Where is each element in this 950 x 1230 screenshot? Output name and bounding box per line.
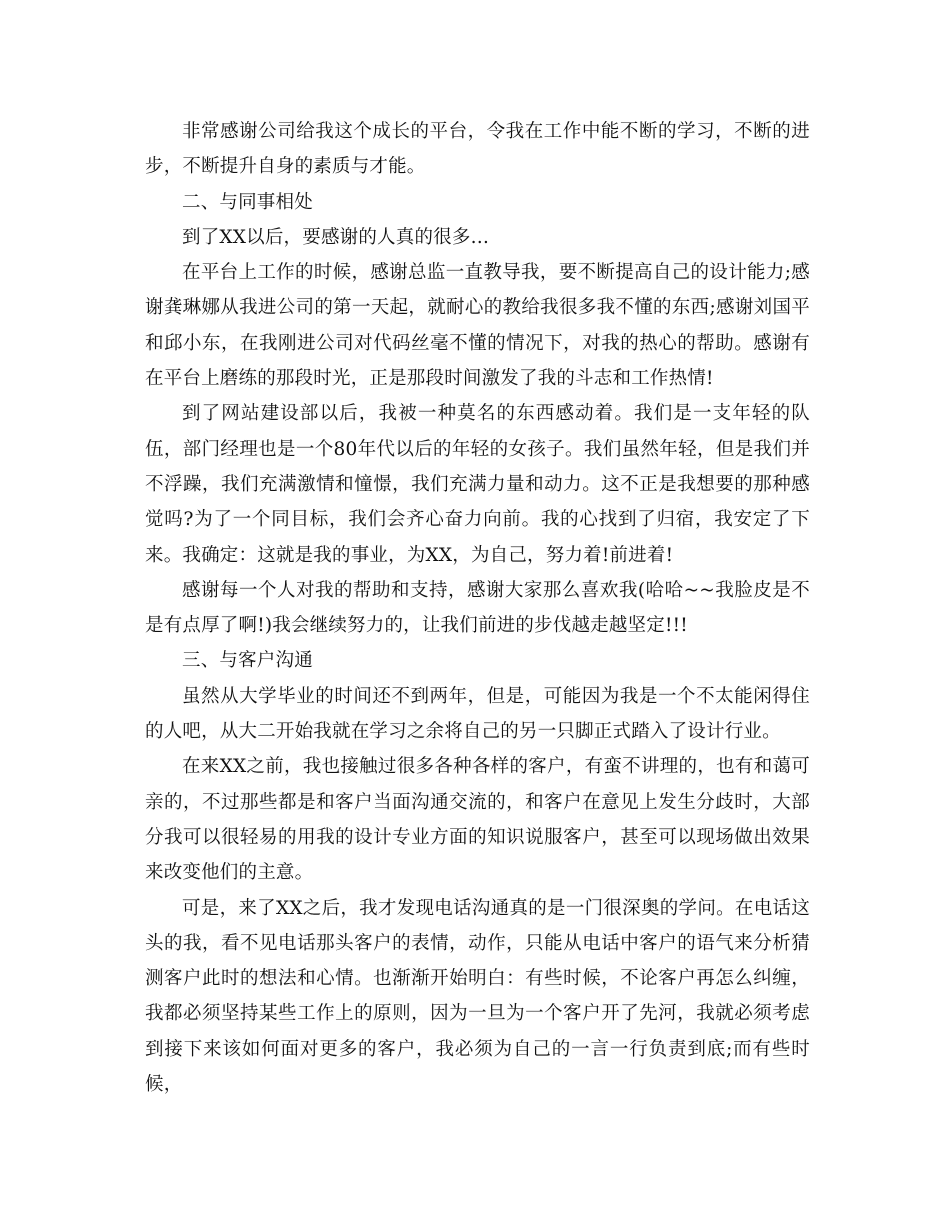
paragraph-previous-clients: 在来XX之前，我也接触过很多各种各样的客户，有蛮不讲理的，也有和蔼可亲的，不过那些都是和客户当面沟通交流的，和客户在意见上发生分歧时，大部分我可以很轻易的用我的设计专业方面的知识说服客户，甚至可以现场做出效果来改变他们的主意。	[145, 756, 810, 884]
paragraph-many-thanks: 到了XX以后，要感谢的人真的很多…	[182, 226, 490, 248]
paragraph-platform-work: 在平台上工作的时候，感谢总监一直教导我，要不断提高自己的设计能力;感谢龚琳娜从我进公司的第一天起，就耐心的教给我很多我不懂的东西;感谢刘国平和邱小东，在我刚进公司对代码丝毫不懂的情况下，对我的热心的帮助。感谢有在平台上磨练的那段时光，正是那段时间激发了我的斗志和工作热情!	[145, 262, 810, 390]
paragraph-thanks-support: 感谢每一个人对我的帮助和支持，感谢大家那么喜欢我(哈哈~~我脸皮是不是有点厚了啊!)我会继续努力的，让我们前进的步伐越走越坚定!!!	[145, 579, 810, 637]
document-body	[145, 114, 810, 1102]
paragraph-phone-communication: 可是，来了XX之后，我才发现电话沟通真的是一门很深奥的学问。在电话这头的我，看不见电话那头客户的表情，动作，只能从电话中客户的语气来分析猜测客户此时的想法和心情。也渐渐开始明白：有些时候，不论客户再怎么纠缠，我都必须坚持某些工作上的原则，因为一旦为一个客户开了先河，我就必须考虑到接下来该如何面对更多的客户，我必须为自己的一言一行负责到底;而有些时候，	[145, 897, 810, 1096]
paragraph-design-experience: 虽然从大学毕业的时间还不到两年，但是，可能因为我是一个不太能闲得住的人吧，从大二开始我就在学习之余将自己的另一只脚正式踏入了设计行业。	[145, 685, 810, 743]
section-heading-clients: 三、与客户沟通	[182, 650, 313, 672]
section-heading-colleagues: 二、与同事相处	[182, 191, 313, 213]
paragraph-website-department: 到了网站建设部以后，我被一种莫名的东西感动着。我们是一支年轻的队伍，部门经理也是一个80年代以后的年轻的女孩子。我们虽然年轻，但是我们并不浮躁，我们充满激情和憧憬，我们充满力量和动力。这不正是我想要的那种感觉吗?为了一个同目标，我们会齐心奋力向前。我的心找到了归宿，我安定了下来。我确定：这就是我的事业，为XX，为自己，努力着!前进着!	[145, 403, 810, 566]
paragraph-gratitude-platform: 非常感谢公司给我这个成长的平台，令我在工作中能不断的学习，不断的进步，不断提升自身的素质与才能。	[145, 121, 810, 178]
